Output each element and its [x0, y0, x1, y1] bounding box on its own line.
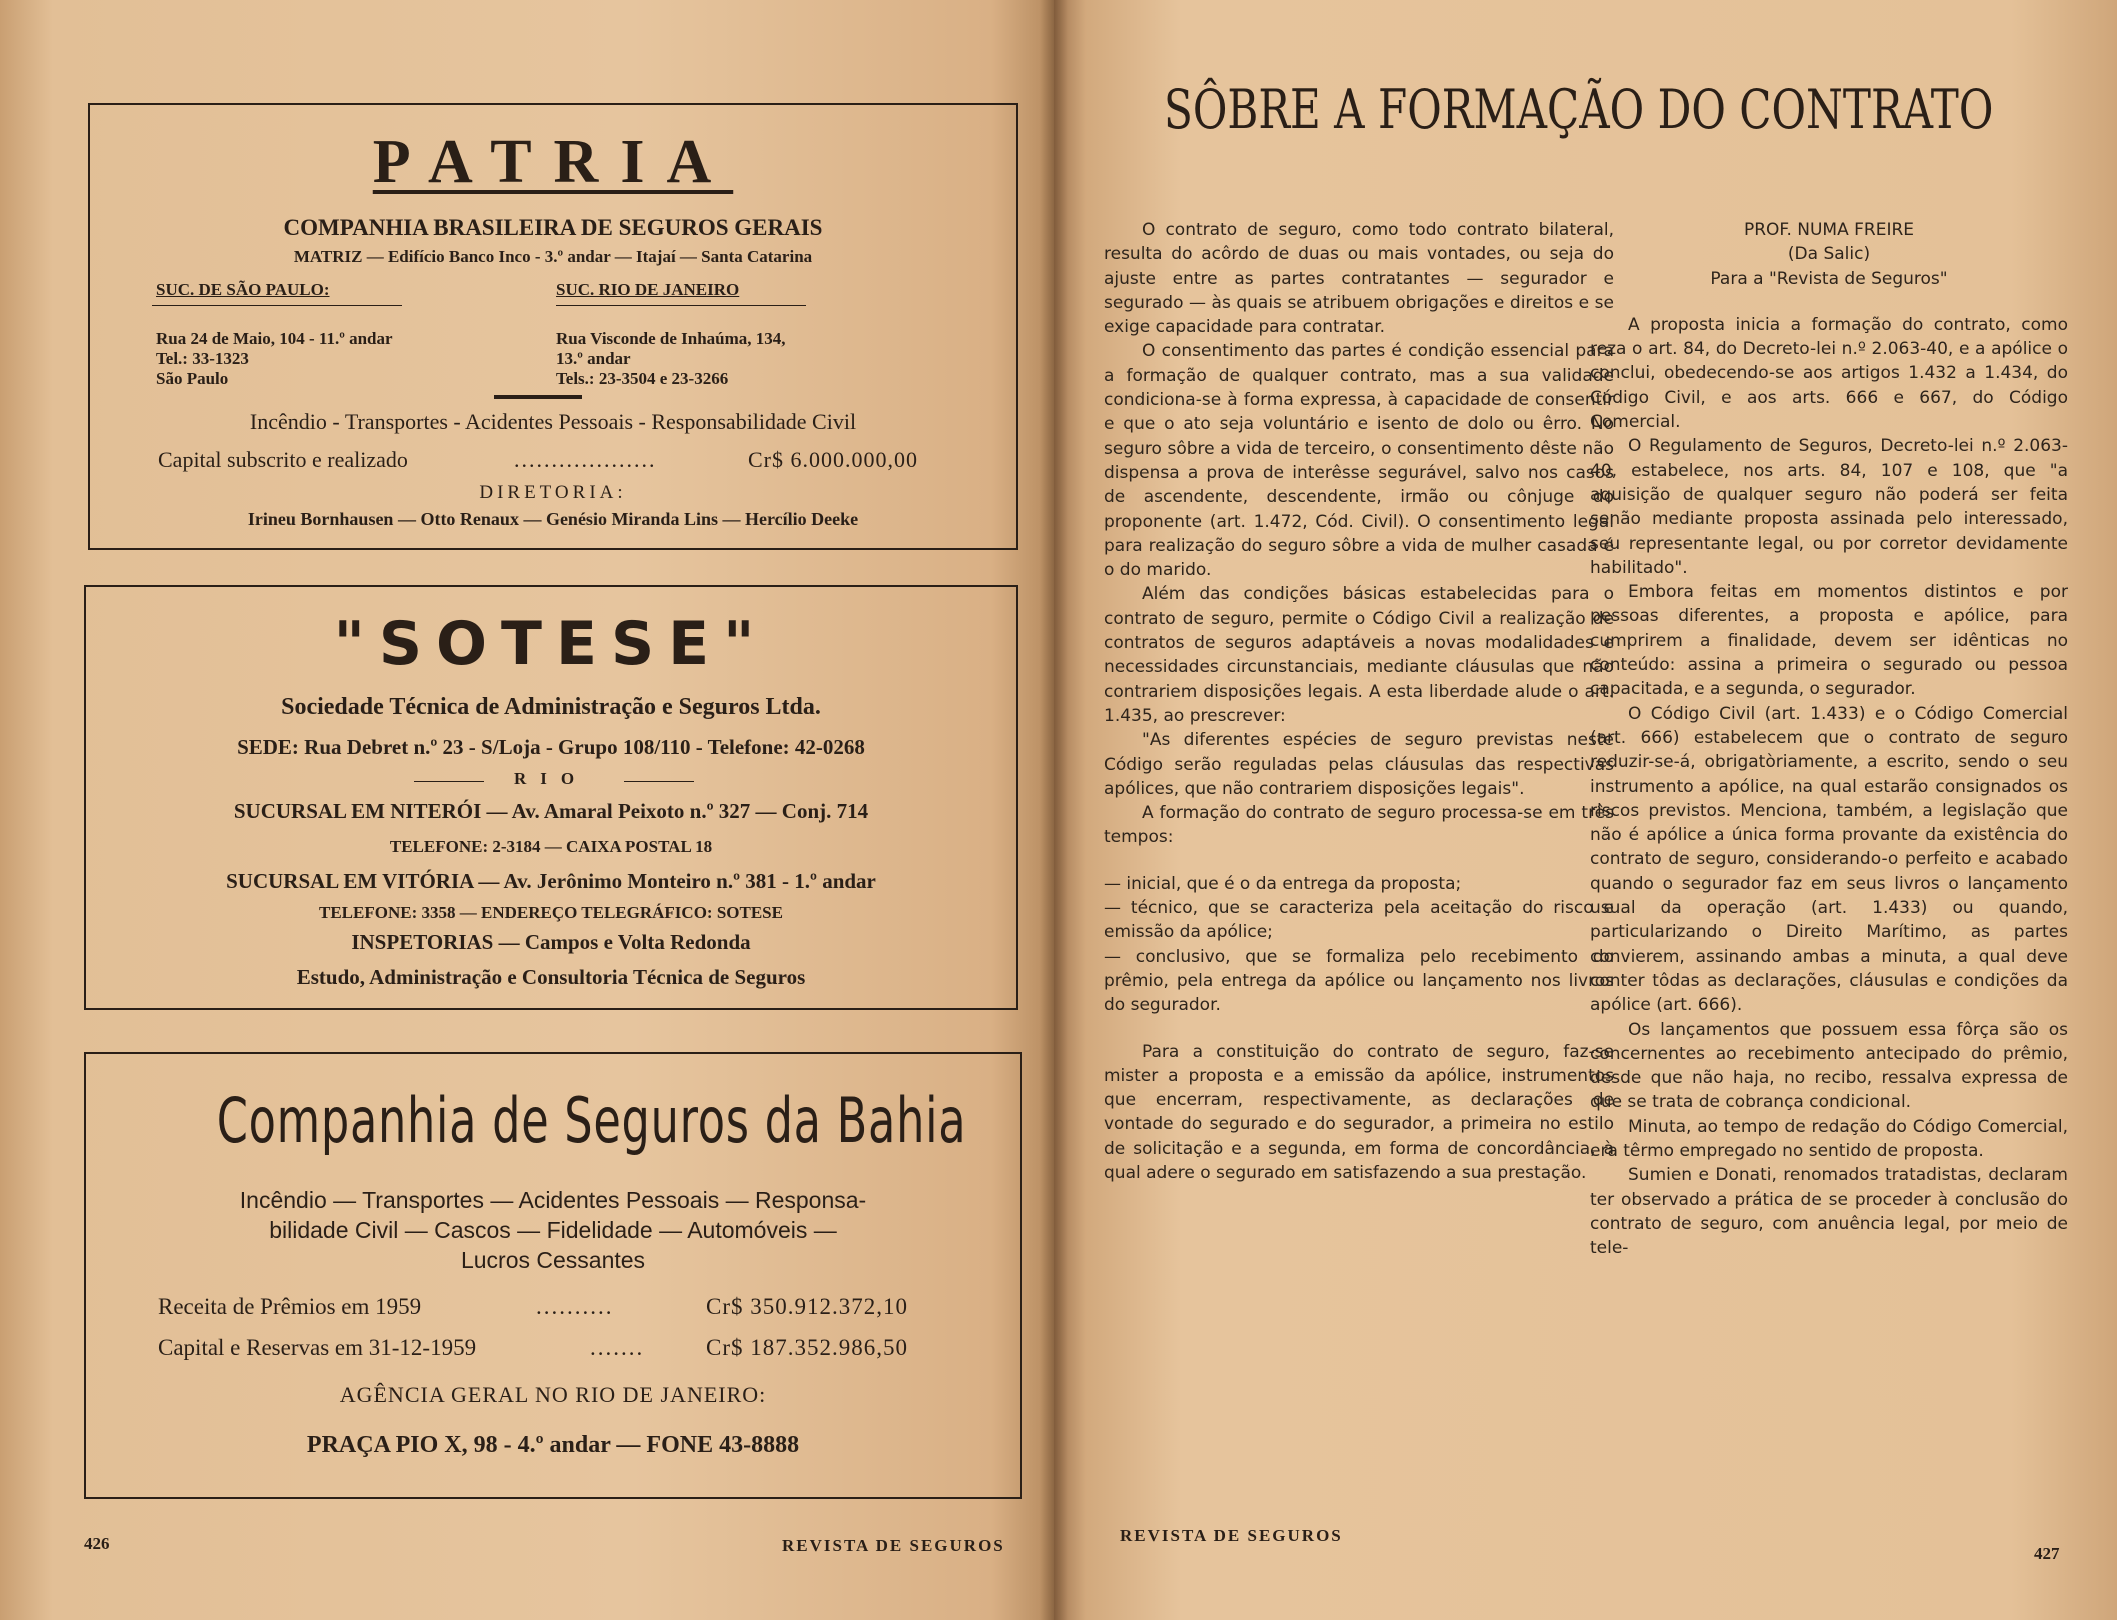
patria-suc-sp-heading: SUC. DE SÃO PAULO:	[156, 280, 330, 299]
col2-paragraph: O Código Civil (art. 1.433) e o Código Comercial (art. 666) estabelecem que o contrato de seguro reduzir-se-á, obrigatòriamente, a escrito, sendo o seu instrumento a apólice, na qual estarão consignados os riscos previstos. Menciona, também, a legislação que não é apólice a única forma provante da existência do contrato de seguro, considerando-o perfeito e acabado quando o segurador faz em seus livros o lançamento usual da operação (art. 1.433) ou quando, particularizando o Direito Marítimo, as partes convierem, assinando ambas a minuta, a qual deve conter tôdas as declarações, cláusulas e condições da apólice (art. 666).	[1590, 703, 2068, 1016]
bahia-lines-3: Lucros Cessantes	[460, 1247, 646, 1273]
col2-paragraph: Os lançamentos que possuem essa fôrça são os concernentes ao recebimento antecipado do prêmio, desde que não haja, no recibo, ressalva expressa de que se trata de cobrança condicional.	[1590, 1019, 2068, 1113]
col1-paragraph: O contrato de seguro, como todo contrato bilateral, resulta do acôrdo de duas ou mais vontades, ou seja do ajuste entre as partes contratantes — segurador e segurado — às quais se atribuem obrigações e direitos e se exige capacidade para contratar.	[1104, 220, 1614, 338]
right-page-footer: REVISTA DE SEGUROS	[1120, 1526, 1343, 1545]
col1-list-item: — conclusivo, que se formaliza pelo recebimento do prêmio, pela entrega da apólice ou lançamento nos livros do segurador.	[1104, 946, 1614, 1016]
sotese-estudo: Estudo, Administração e Consultoria Técnica de Seguros	[296, 965, 806, 989]
col2-paragraph: Embora feitas em momentos distintos e por pessoas diferentes, a proposta e apólice, para cumprirem a finalidade, devem ser idênticas no conteúdo: assina a primeira o segurado ou pessoa capacitada, e a segunda, o segurador.	[1590, 582, 2068, 700]
article-title: SÔBRE A FORMAÇÃO DO CONTRATO	[1164, 78, 1994, 141]
col1-paragraph: Para a constituição do contrato de seguro, faz-se mister a proposta e a emissão da apólice, instrumentos que encerram, respectivamente, as declarações de vontade do segurado e do segurador, a primeira no estilo de solicitação e a segunda, em forma de concordância, à qual adere o segurado em satisfazendo a sua prestação.	[1104, 1041, 1614, 1183]
patria-lines-of-business: Incêndio - Transportes - Acidentes Pessoais - Responsabilidade Civil	[249, 409, 857, 434]
patria-matriz: MATRIZ — Edifício Banco Inco - 3.º andar — Itajaí — Santa Catarina	[293, 247, 813, 266]
sotese-title: "SOTESE"	[333, 609, 769, 679]
right-page	[1054, 0, 2117, 1620]
bahia-capital-value: Cr$ 187.352.986,50	[706, 1335, 908, 1360]
sotese-vitoria-phone: TELEFONE: 3358 — ENDEREÇO TELEGRÁFICO: SOTESE	[319, 903, 783, 922]
bahia-praca: PRAÇA PIO X, 98 - 4.º andar — FONE 43-8888	[306, 1432, 800, 1458]
left-page-number: 426	[84, 1534, 110, 1553]
patria-capital-dots: ...................	[514, 447, 657, 472]
patria-diretoria-names: Irineu Bornhausen — Otto Renaux — Genésio Miranda Lins — Hercílio Deeke	[247, 509, 859, 529]
sotese-vitoria: SUCURSAL EM VITÓRIA — Av. Jerônimo Monteiro n.º 381 - 1.º andar	[226, 869, 876, 893]
patria-capital-label: Capital subscrito e realizado	[158, 447, 408, 472]
col1-list-item: — técnico, que se caracteriza pela aceitação do risco e emissão da apólice;	[1104, 898, 1614, 943]
left-page-footer: REVISTA DE SEGUROS	[782, 1536, 1005, 1555]
sotese-advertisement	[84, 585, 1018, 1010]
author-name: PROF. NUMA FREIRE	[1743, 220, 1915, 240]
bahia-agencia: AGÊNCIA GERAL NO RIO DE JANEIRO:	[339, 1382, 767, 1407]
patria-advertisement	[88, 103, 1018, 550]
col1-quote: "As diferentes espécies de seguro previstas neste Código serão reguladas pelas cláusulas das respectivas apólices, que não contrariem disposições legais".	[1104, 730, 1614, 799]
bahia-receita-dots: ..........	[536, 1294, 614, 1319]
patria-subtitle: COMPANHIA BRASILEIRA DE SEGUROS GERAIS	[283, 215, 823, 240]
sotese-rio: RIO	[513, 769, 589, 788]
article-column-2	[1590, 218, 2068, 1260]
author-for: Para a "Revista de Seguros"	[1710, 268, 1948, 289]
bahia-receita-label: Receita de Prêmios em 1959	[158, 1294, 422, 1319]
patria-suc-rj-address: Rua Visconde de Inhaúma, 134, 13.º andar Tels.: 23-3504 e 23-3266	[556, 329, 786, 388]
patria-suc-sp-address: Rua 24 de Maio, 104 - 11.º andar Tel.: 33-1323 São Paulo	[156, 329, 393, 388]
patria-suc-rj-heading: SUC. RIO DE JANEIRO	[556, 280, 740, 299]
col1-list-item: — inicial, que é o da entrega da proposta;	[1104, 873, 1462, 894]
patria-diretoria-heading: DIRETORIA:	[479, 482, 627, 503]
patria-capital-value: Cr$ 6.000.000,00	[748, 447, 918, 472]
sotese-subtitle: Sociedade Técnica de Administração e Seguros Ltda.	[281, 694, 821, 720]
patria-title: PATRIA	[372, 128, 734, 196]
bahia-capital-label: Capital e Reservas em 31-12-1959	[158, 1335, 477, 1360]
col2-paragraph: Minuta, ao tempo de redação do Código Comercial, era têrmo empregado no sentido de proposta.	[1590, 1116, 2068, 1161]
bahia-lines-2: bilidade Civil — Cascos — Fidelidade — Automóveis —	[269, 1217, 837, 1243]
col2-paragraph: A proposta inicia a formação do contrato, como reza o art. 84, do Decreto-lei n.º 2.063-40, e a apólice o conclui, obedecendo-se aos artigos 1.432 a 1.434, do Código Civil, e aos arts. 666 e 667, do Código Comercial.	[1590, 314, 2068, 433]
right-page-number: 427	[2034, 1544, 2060, 1563]
col2-paragraph: O Regulamento de Seguros, Decreto-lei n.º 2.063-40, estabelece, nos arts. 84, 107 e 108, que "a aquisição de qualquer seguro não poderá ser feita senão mediante proposta assinada pelo interessado, seu representante legal, ou por corretor devidamente habilitado".	[1590, 436, 2068, 578]
author-affiliation: (Da Salic)	[1787, 244, 1871, 265]
bahia-receita-value: Cr$ 350.912.372,10	[706, 1294, 908, 1319]
bahia-capital-dots: .......	[590, 1335, 645, 1360]
article-column-1	[1104, 218, 1614, 1185]
col1-paragraph: Além das condições básicas estabelecidas para o contrato de seguro, permite o Código Civil a realização de contratos de seguros adaptáveis a novas modalidades e necessidades circunstanciais, mediante cláusulas que não contrariem disposições legais. A esta liberdade alude o art. 1.435, ao prescrever:	[1104, 584, 1614, 726]
col1-paragraph: O consentimento das partes é condição essencial para a formação de qualquer contrato, mas a sua validade condiciona-se à forma expressa, à capacidade de consentir e que o ato seja voluntário e isento de dolo ou êrro. No seguro sôbre a vida de terceiro, o consentimento dêste não dispensa a prova de interêsse segurável, salvo nos casos de ascendente, descendente, irmão ou cônjuge do proponente (art. 1.472, Cód. Civil). O consentimento legal para realização do seguro sôbre a vida de mulher casada é o do marido.	[1104, 341, 1614, 581]
col2-paragraph: Sumien e Donati, renomados tratadistas, declaram ter observado a prática de se proceder à conclusão do contrato de seguro, com anuência legal, por meio de tele-	[1590, 1165, 2068, 1259]
sotese-sede: SEDE: Rua Debret n.º 23 - S/Loja - Grupo 108/110 - Telefone: 42-0268	[237, 735, 865, 759]
sotese-niteroi: SUCURSAL EM NITERÓI — Av. Amaral Peixoto n.º 327 — Conj. 714	[233, 799, 869, 823]
sotese-inspetorias: INSPETORIAS — Campos e Volta Redonda	[351, 930, 751, 954]
left-page	[0, 0, 1054, 1620]
book-gutter	[1040, 0, 1068, 1620]
col1-paragraph: A formação do contrato de seguro processa-se em três tempos:	[1104, 803, 1614, 848]
bahia-title: Companhia de Seguros da Bahia	[216, 1084, 967, 1157]
bahia-lines-1: Incêndio — Transportes — Acidentes Pessoais — Responsa-	[239, 1187, 867, 1213]
bahia-advertisement	[84, 1052, 1022, 1499]
sotese-niteroi-phone: TELEFONE: 2-3184 — CAIXA POSTAL 18	[389, 837, 713, 856]
